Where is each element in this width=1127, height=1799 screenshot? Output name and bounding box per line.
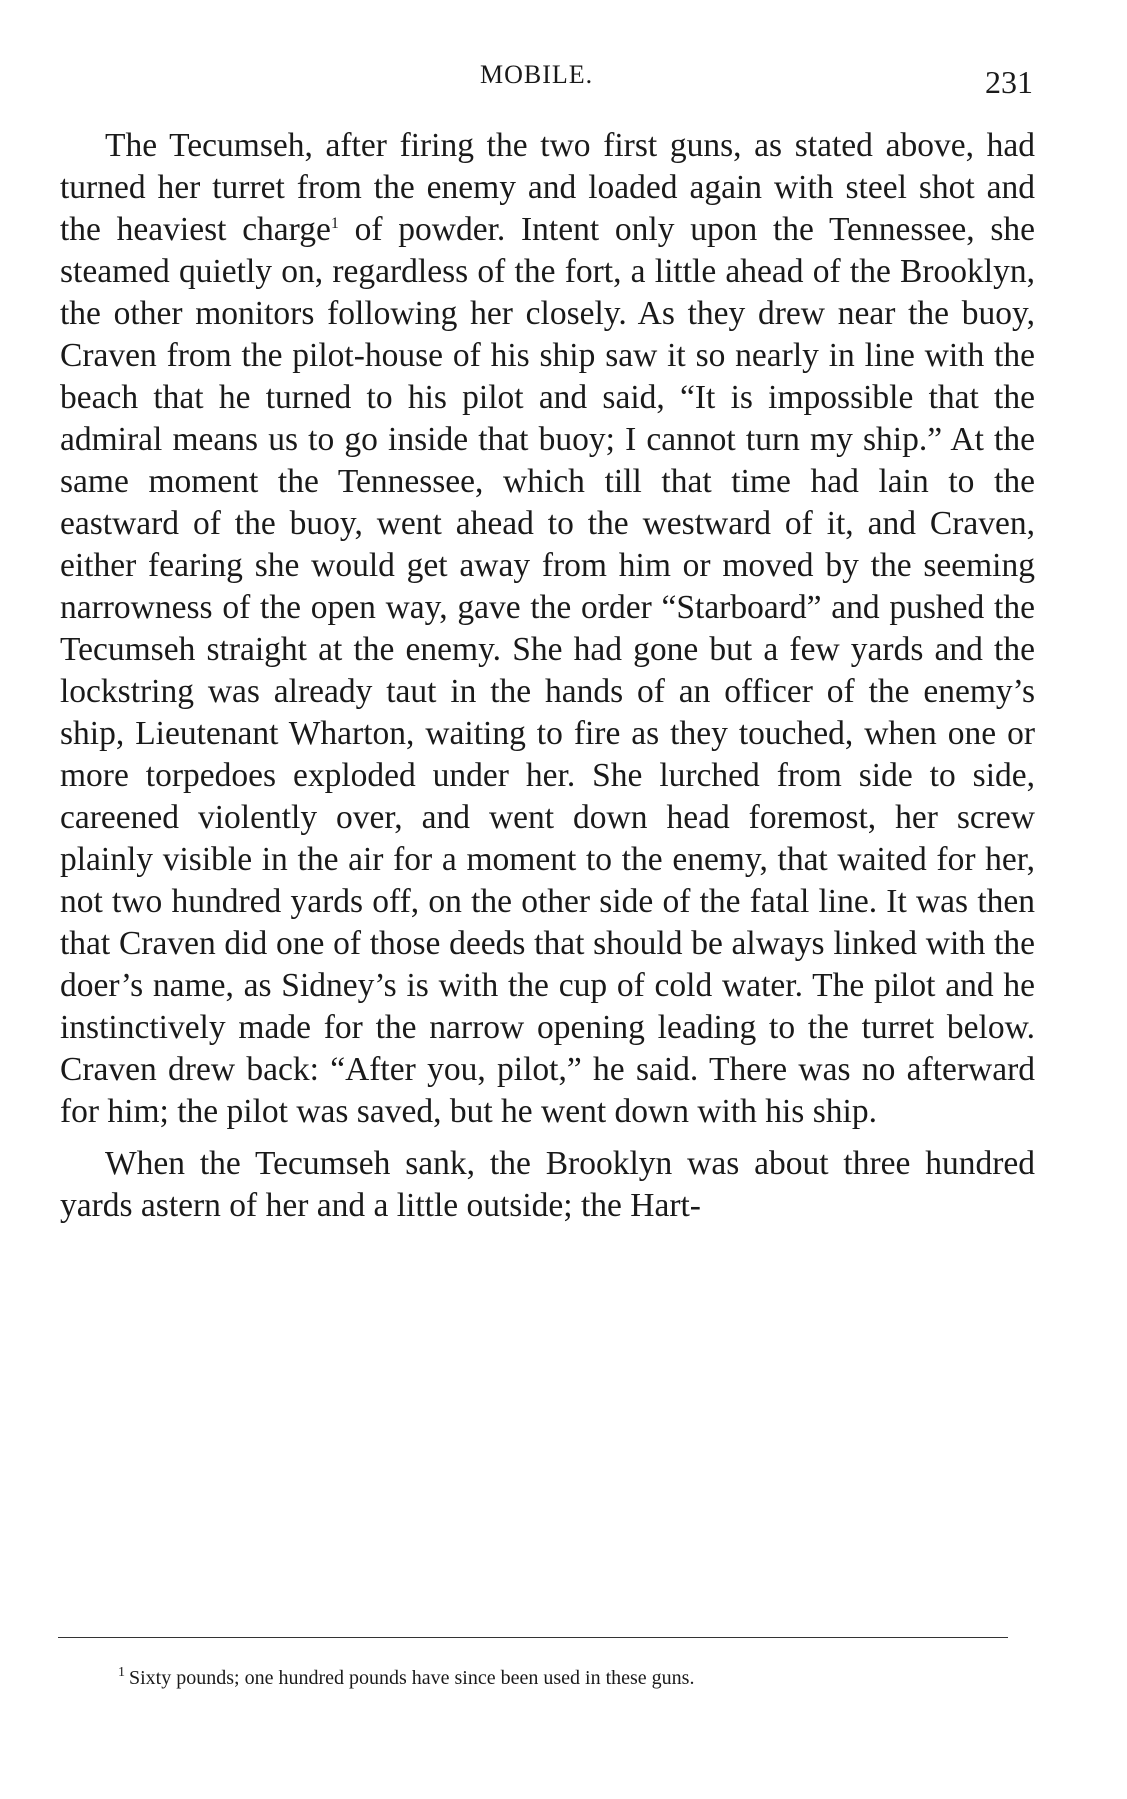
- footnote-marker: 1: [118, 1665, 125, 1681]
- footnote: [118, 1665, 1018, 1691]
- footnote-divider: [58, 1637, 1008, 1638]
- paragraph-1-part-1: The Tecumseh, after firing the two first guns, as stated above, had turned her turret from the enemy and loaded again with steel shot and the heaviest charge: [60, 127, 1035, 248]
- page-number: 231: [985, 64, 1033, 100]
- running-head-title: MOBILE.: [480, 60, 594, 89]
- paragraph-1: [60, 125, 1035, 1133]
- body-text: [60, 125, 1035, 1227]
- paragraph-2: When the Tecumseh sank, the Brooklyn was about three hundred yards astern of her and a little outside; the Hart-: [60, 1145, 1035, 1224]
- paragraph-1-part-2: of powder. Intent only upon the Tennessee, she steamed quietly on, regardless of the fort, a little ahead of the Brooklyn, the other monitors following her closely. As they drew near the buoy, Craven from the pilot-house of his ship saw it so nearly in line with the beach that he turned to his pilot and said, “It is impossible that the admiral means us to go inside that buoy; I cannot turn my ship.” At the same moment the Tennessee, which till that time had lain to the eastward of the buoy, went ahead to the westward of it, and Craven, either fearing she would get away from him or moved by the seeming narrowness of the open way, gave the order “Starboard” and pushed the Tecumseh straight at the enemy. She had gone but a few yards and the lockstring was already taut in the hands of an officer of the enemy’s ship, Lieutenant Wharton, waiting to fire as they touched, when one or more torpedoes exploded under her. She lurched from side to side, careened violently over, and went down head foremost, her screw plainly visible in the air for a moment to the enemy, that waited for her, not two hundred yards off, on the other side of the fatal line. It was then that Craven did one of those deeds that should be always linked with the doer’s name, as Sidney’s is with the cup of cold water. The pilot and he instinctively made for the narrow opening leading to the turret below. Craven drew back: “After you, pilot,” he said. There was no afterward for him; the pilot was saved, but he went down with his ship.: [60, 211, 1036, 1130]
- footnote-text: Sixty pounds; one hundred pounds have since been used in these guns.: [129, 1667, 695, 1689]
- footnote-reference-marker: 1: [330, 214, 339, 232]
